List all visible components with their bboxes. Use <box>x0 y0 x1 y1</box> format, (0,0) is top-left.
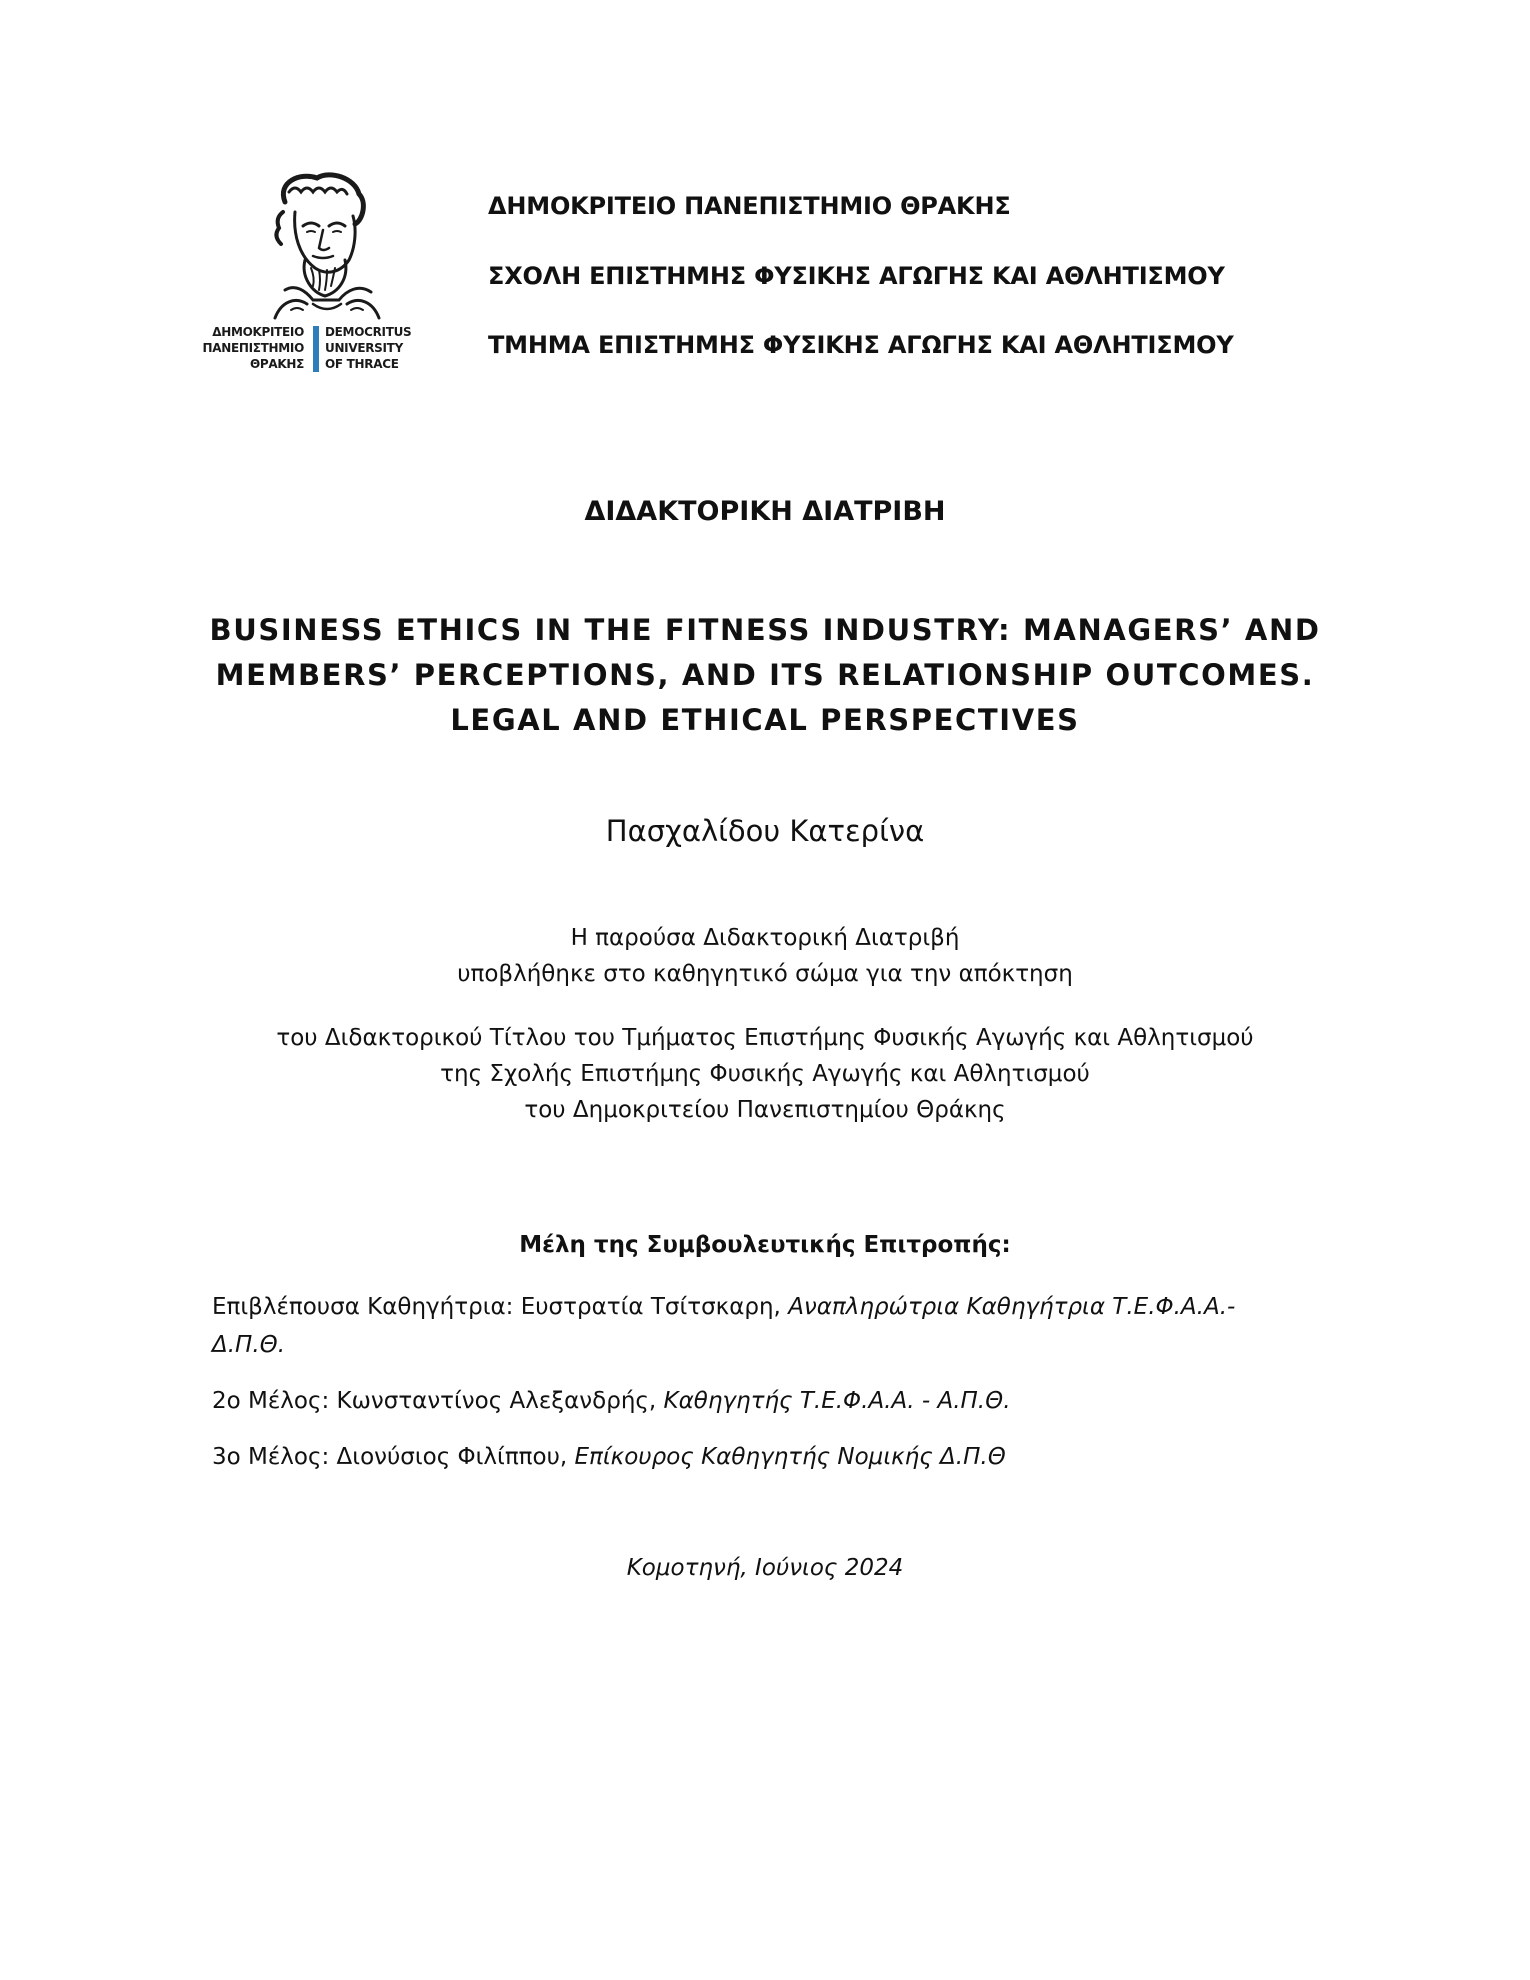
logo-en-line: UNIVERSITY <box>325 341 403 355</box>
member-role: Επιβλέπουσα Καθηγήτρια: <box>212 1294 514 1320</box>
submission-statement-part2 <box>0 1020 1530 1128</box>
logo-en-line: OF THRACE <box>325 357 399 371</box>
school-name: ΣΧΟΛΗ ΕΠΙΣΤΗΜΗΣ ΦΥΣΙΚΗΣ ΑΓΩΓΗΣ ΚΑΙ ΑΘΛΗΤΙΣΜΟΥ <box>488 262 1225 290</box>
logo-name-greek <box>202 324 304 372</box>
department-name: ΤΜΗΜΑ ΕΠΙΣΤΗΜΗΣ ΦΥΣΙΚΗΣ ΑΓΩΓΗΣ ΚΑΙ ΑΘΛΗΤΙΣΜΟΥ <box>488 331 1234 359</box>
thesis-title <box>0 608 1530 743</box>
committee-member-2 <box>212 1382 1347 1420</box>
statement-line: του Δημοκριτείου Πανεπιστημίου Θράκης <box>524 1097 1006 1123</box>
member-title: Αναπληρώτρια Καθηγήτρια Τ.Ε.Φ.Α.Α.- <box>788 1294 1236 1320</box>
university-logo <box>200 172 432 382</box>
member-title-continued: Δ.Π.Θ. <box>212 1332 286 1358</box>
member-title: Καθηγητής Τ.Ε.Φ.Α.Α. - Α.Π.Θ. <box>663 1388 1011 1414</box>
committee-member-supervisor <box>212 1288 1347 1364</box>
logo-gr-line: ΘΡΑΚΗΣ <box>249 357 304 371</box>
committee-heading: Μέλη της Συμβουλευτικής Επιτροπής: <box>519 1232 1011 1258</box>
logo-wordmark <box>200 324 432 376</box>
member-name: Διονύσιος Φιλίππου, <box>336 1444 568 1470</box>
statement-line: υποβλήθηκε στο καθηγητικό σώμα για την απόκτηση <box>457 961 1073 987</box>
statement-line: Η παρούσα Διδακτορική Διατριβή <box>570 925 960 951</box>
member-name: Κωνσταντίνος Αλεξανδρής, <box>336 1388 657 1414</box>
logo-divider-bar <box>313 326 319 372</box>
university-name: ΔΗΜΟΚΡΙΤΕΙΟ ΠΑΝΕΠΙΣΤΗΜΙΟ ΘΡΑΚΗΣ <box>488 192 1011 220</box>
statement-line: του Διδακτορικού Τίτλου του Τμήματος Επιστήμης Φυσικής Αγωγής και Αθλητισμού <box>276 1025 1254 1051</box>
title-line: MEMBERS’ PERCEPTIONS, AND ITS RELATIONSHIP OUTCOMES. <box>215 658 1315 692</box>
statement-line: της Σχολής Επιστήμης Φυσικής Αγωγής και Αθλητισμού <box>440 1061 1090 1087</box>
member-title: Επίκουρος Καθηγητής Νομικής Δ.Π.Θ <box>574 1444 1006 1470</box>
member-role: 3ο Μέλος: <box>212 1444 330 1470</box>
committee-member-3 <box>212 1438 1347 1476</box>
member-role: 2ο Μέλος: <box>212 1388 330 1414</box>
submission-statement-part1 <box>0 920 1530 992</box>
author-name: Πασχαλίδου Κατερίνα <box>605 814 925 848</box>
document-type: ΔΙΔΑΚΤΟΡΙΚΗ ΔΙΑΤΡΙΒΗ <box>584 496 946 527</box>
logo-en-line: DEMOCRITUS <box>325 325 412 339</box>
title-line: BUSINESS ETHICS IN THE FITNESS INDUSTRY: MANAGERS’ AND <box>209 613 1321 647</box>
place-date: Κομοτηνή, Ιούνιος 2024 <box>626 1555 904 1581</box>
logo-name-english <box>325 324 411 372</box>
democritus-portrait-icon <box>200 172 432 322</box>
title-line: LEGAL AND ETHICAL PERSPECTIVES <box>450 703 1080 737</box>
logo-gr-line: ΔΗΜΟΚΡΙΤΕΙΟ <box>212 325 304 339</box>
logo-gr-line: ΠΑΝΕΠΙΣΤΗΜΙΟ <box>202 341 304 355</box>
member-name: Ευστρατία Τσίτσκαρη, <box>520 1294 781 1320</box>
